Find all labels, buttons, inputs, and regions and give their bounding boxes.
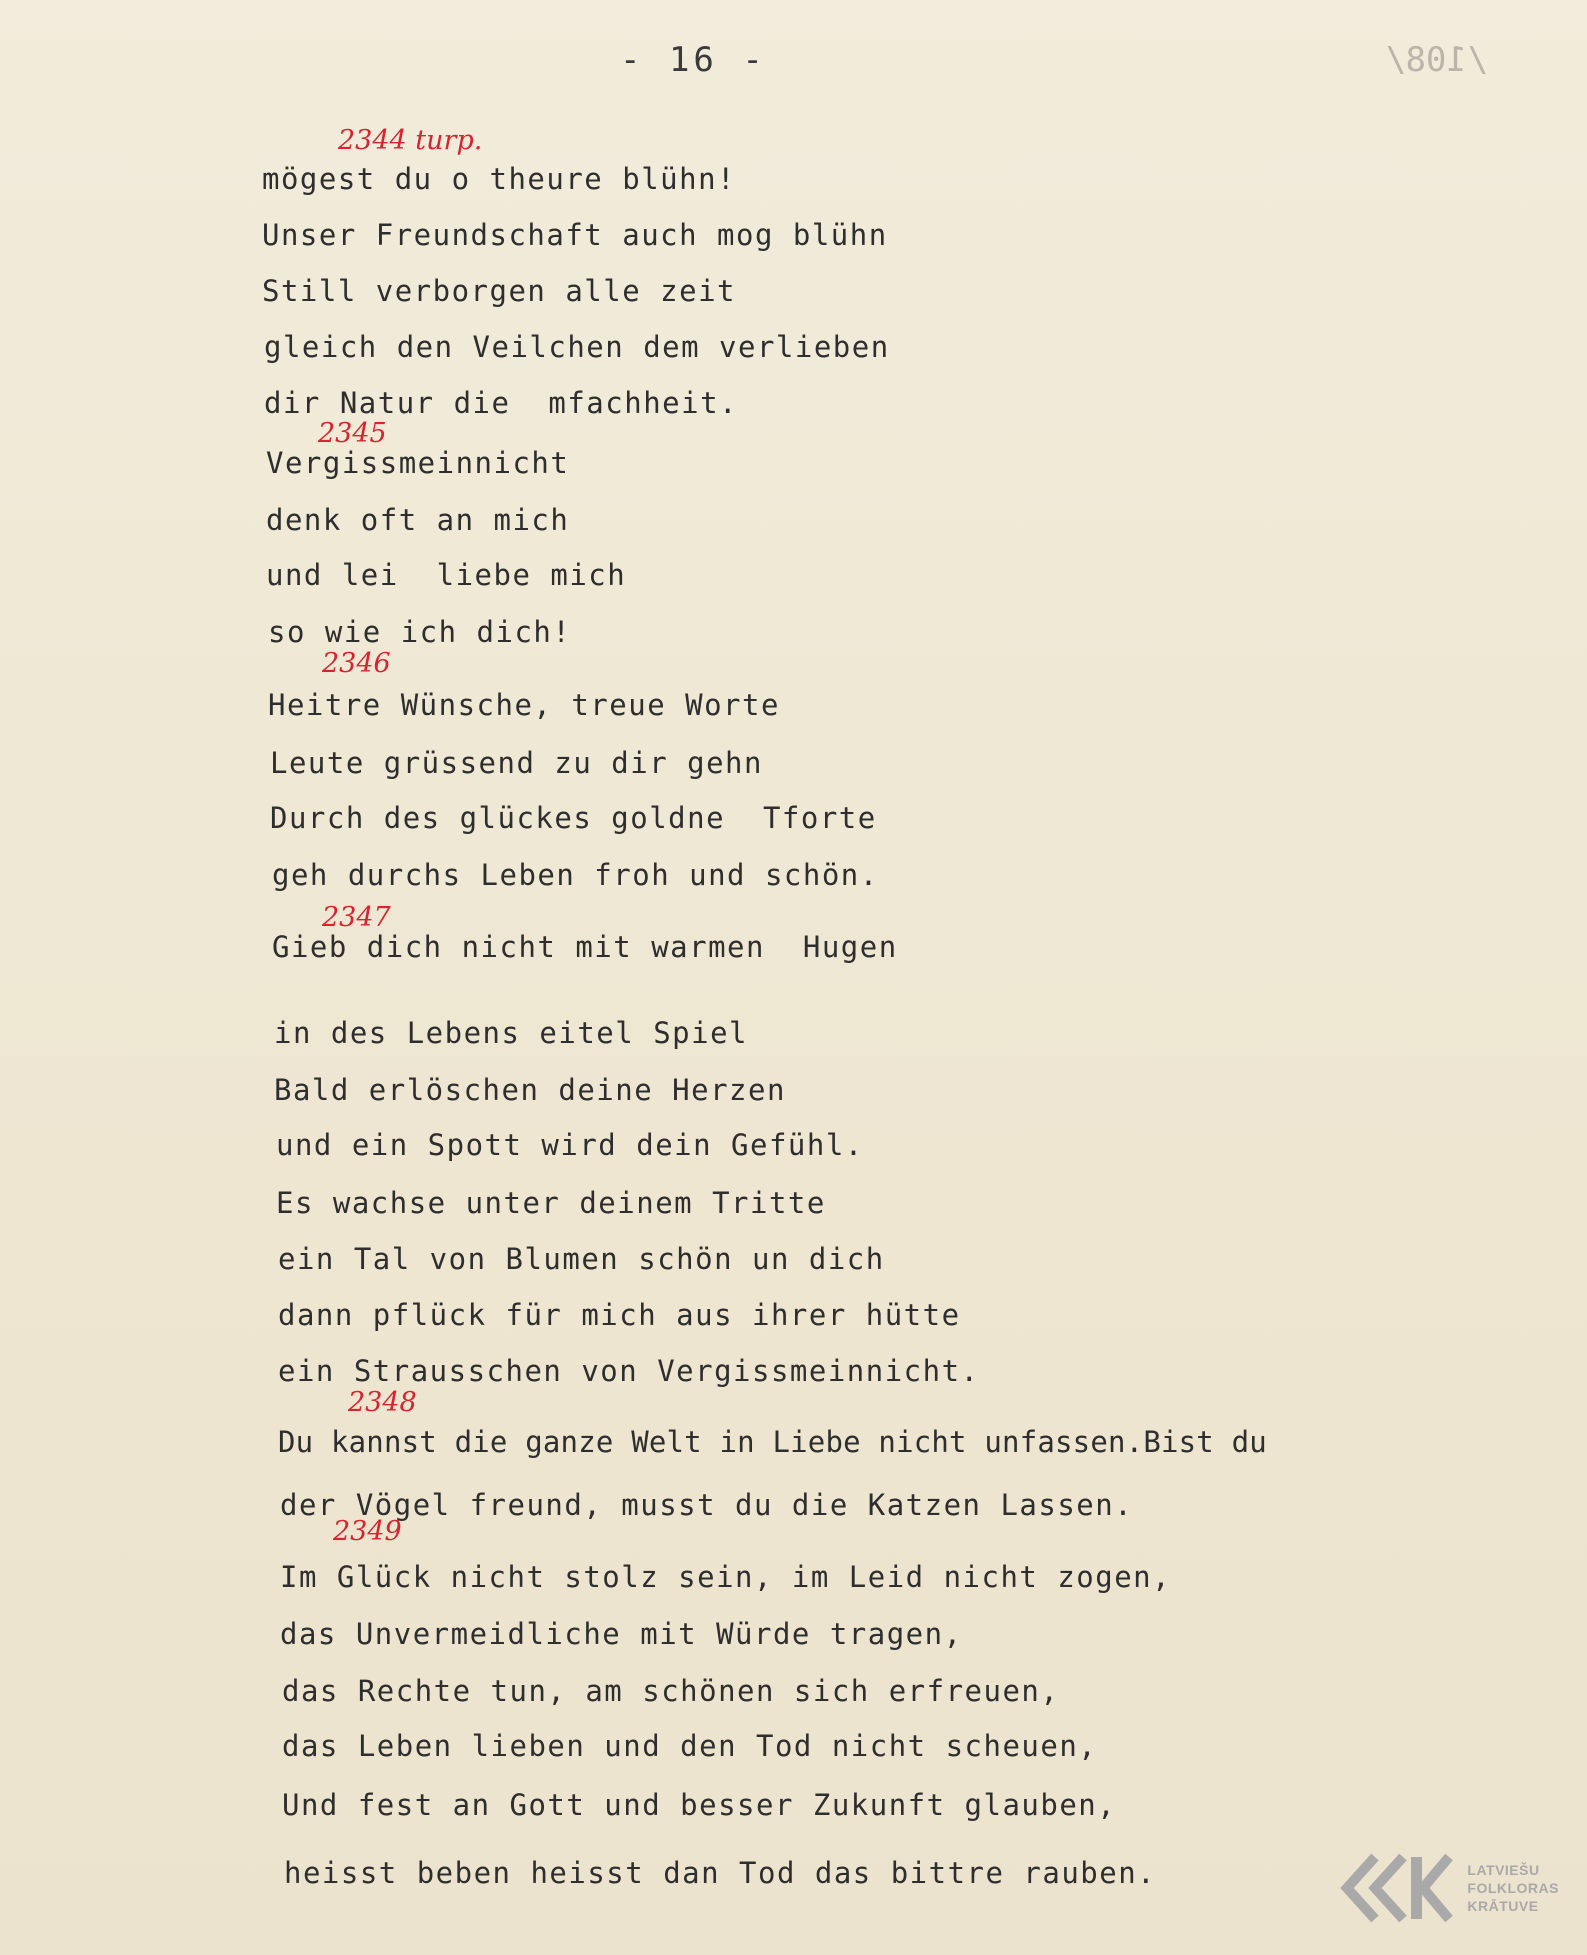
text-line: Still verborgen alle zeit [262,274,736,308]
text-line: Vergissmeinnicht [266,446,570,480]
text-line: das Leben lieben und den Tod nicht scheuen, [282,1729,1098,1763]
text-line: ein Tal von Blumen schön un dich [278,1242,885,1276]
text-line: ein Strausschen von Vergissmeinnicht. [278,1354,980,1388]
annotation-2348: 2348 [348,1387,417,1418]
text-line: Gieb dich nicht mit warmen Hugen [272,930,898,964]
archive-reference: /108/ [1384,40,1487,80]
text-line: Bald erlöschen deine Herzen [274,1073,786,1107]
text-line: das Rechte tun, am schönen sich erfreuen, [282,1674,1060,1708]
text-line: mögest du o theure blühn! [262,162,736,196]
text-line: Und fest an Gott und besser Zukunft glauben, [282,1788,1117,1822]
lfk-logo-icon [1337,1849,1457,1927]
text-line: Du kannst die ganze Welt in Liebe nicht unfassen.Bist du [278,1425,1267,1459]
text-line: Unser Freundschaft auch mog blühn [262,218,888,252]
text-line: das Unvermeidliche mit Würde tragen, [280,1617,963,1651]
text-line: und ein Spott wird dein Gefühl. [276,1128,864,1162]
text-line: dann pflück für mich aus ihrer hütte [278,1298,961,1332]
text-line: Es wachse unter deinem Tritte [276,1186,826,1220]
archive-logo [1337,1849,1559,1927]
text-line: geh durchs Leben froh und schön. [272,858,879,892]
logo-line-3: KRĀTUVE [1467,1898,1539,1914]
text-line: und lei liebe mich [266,558,627,592]
text-line: dir Natur die mfachheit. [264,386,738,420]
text-line: denk oft an mich [266,503,570,537]
annotation-2344: 2344 turp. [338,125,483,156]
logo-line-2: FOLKLORAS [1467,1880,1559,1896]
logo-wordmark [1467,1861,1559,1915]
text-line: Im Glück nicht stolz sein, im Leid nicht zogen, [280,1560,1172,1594]
annotation-2349: 2349 [333,1516,402,1547]
annotation-2347: 2347 [322,902,391,933]
annotation-2345: 2345 [318,418,387,449]
text-line: so wie ich dich! [268,615,572,649]
text-line: heisst beben heisst dan Tod das bittre rauben. [284,1856,1157,1890]
text-line: Heitre Wünsche, treue Worte [268,688,780,722]
annotation-2346: 2346 [322,648,391,679]
text-line: Durch des glückes goldne Tforte [270,801,877,835]
logo-line-1: LATVIEŠU [1467,1862,1540,1878]
page-number: - 16 - [620,40,767,80]
text-line: Leute grüssend zu dir gehn [270,746,763,780]
text-line: in des Lebens eitel Spiel [274,1016,748,1050]
text-line: der Vögel freund, musst du die Katzen Lassen. [280,1488,1134,1522]
text-line: gleich den Veilchen dem verlieben [264,330,890,364]
